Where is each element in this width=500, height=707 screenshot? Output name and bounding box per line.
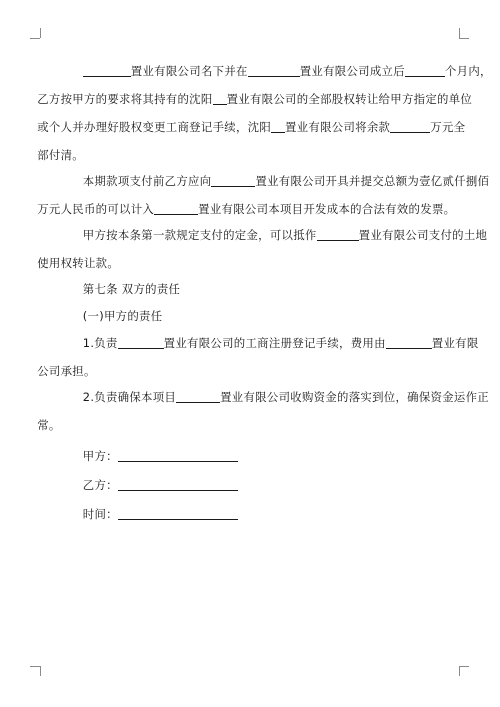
crop-mark-bottom-left-h — [30, 666, 40, 667]
document-body — [37, 64, 492, 536]
blank-field[interactable] — [213, 92, 227, 105]
crop-mark-top-left — [40, 28, 41, 38]
paragraph-deposit — [37, 228, 488, 271]
blank-field[interactable] — [248, 64, 300, 77]
text-run: 置业有限公司支付的土地 — [358, 228, 488, 242]
crop-mark-top-left-h — [30, 38, 40, 39]
text-run: 或个人并办理好股权变更工商登记手续，沈阳 — [37, 120, 272, 134]
text-run: 置业有限公司本项目开发成本的合法有效的发票。 — [198, 202, 456, 216]
text-line — [60, 390, 489, 405]
signature-label: 甲方： — [82, 449, 118, 463]
crop-mark-bottom-right — [459, 666, 460, 676]
text-line — [60, 64, 492, 79]
text-run: 个月内， — [444, 64, 492, 78]
text-run: 甲方按本条第一款规定支付的定金，可以抵作 — [82, 228, 317, 242]
text-run: 置业有限公司名下并在 — [130, 64, 248, 78]
crop-mark-bottom-right-h — [459, 666, 469, 667]
signature-label: 乙方： — [82, 478, 118, 492]
blank-field[interactable] — [118, 336, 164, 349]
text-run: 置业有限公司收购资金的落实到位，确保资金运作正 — [220, 390, 489, 404]
blank-field[interactable] — [405, 64, 445, 77]
crop-mark-top-right — [459, 28, 460, 38]
crop-mark-top-right-h — [459, 38, 469, 39]
signature-date — [83, 507, 444, 522]
text-line — [60, 174, 490, 189]
text-run: 置业有限公司的工商注册登记手续，费用由 — [163, 336, 386, 350]
signature-party-b — [83, 478, 444, 493]
text-run: 置业有限 — [431, 336, 479, 350]
text-line — [60, 336, 479, 351]
text-line — [37, 418, 444, 433]
text-run: 置业有限公司将余款 — [285, 120, 391, 134]
blank-field[interactable] — [390, 120, 430, 133]
signature-block — [60, 449, 444, 522]
blank-field[interactable] — [176, 390, 220, 403]
text-line — [37, 148, 444, 163]
blank-field[interactable] — [386, 336, 432, 349]
paragraph-payment-terms — [37, 64, 492, 163]
text-run: 常。 — [37, 418, 61, 432]
text-run: 1.负责 — [82, 336, 118, 350]
paragraph-item-1 — [37, 336, 479, 379]
signature-field-party-a[interactable] — [118, 449, 238, 462]
text-line — [37, 256, 444, 271]
crop-mark-bottom-left — [40, 666, 41, 676]
blank-field[interactable] — [154, 202, 198, 215]
text-line — [37, 364, 444, 379]
blank-field[interactable] — [317, 228, 359, 241]
text-line — [37, 92, 473, 107]
text-run: 置业有限公司的全部股权转让给甲方指定的单位 — [226, 92, 473, 106]
text-run: 部付清。 — [37, 148, 84, 162]
blank-field[interactable] — [83, 64, 131, 77]
text-line — [60, 228, 488, 243]
text-line — [37, 202, 456, 217]
text-run: 使用权转让款。 — [37, 256, 120, 270]
text-line — [37, 120, 466, 135]
section-heading: (一)甲方的责任 — [82, 309, 163, 323]
paragraph-invoice — [37, 174, 490, 217]
text-run: 2.负责确保本项目 — [82, 390, 177, 404]
blank-field[interactable] — [211, 174, 255, 187]
text-run: 乙方按甲方的要求将其持有的沈阳 — [37, 92, 213, 106]
signature-party-a — [83, 449, 444, 464]
text-run: 公司承担。 — [37, 364, 96, 378]
text-run: 置业有限公司成立后 — [299, 64, 405, 78]
blank-field[interactable] — [271, 120, 285, 133]
signature-field-date[interactable] — [118, 507, 238, 520]
text-run: 万元人民币的可以计入 — [37, 202, 155, 216]
text-run: 本期款项支付前乙方应向 — [82, 174, 212, 188]
article-heading: 第七条 双方的责任 — [82, 282, 181, 296]
signature-field-party-b[interactable] — [118, 478, 238, 491]
text-run: 置业有限公司开具并提交总额为壹亿贰仟捌佰 — [255, 174, 490, 188]
signature-label: 时间： — [82, 507, 118, 521]
text-run: 万元全 — [430, 120, 466, 134]
paragraph-item-2 — [37, 390, 489, 433]
